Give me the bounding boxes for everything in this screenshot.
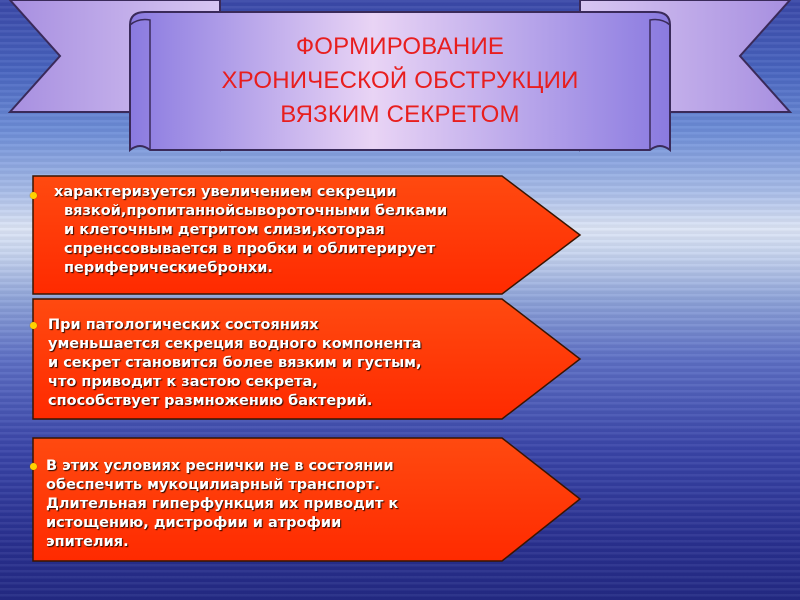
arrow-text-2 xyxy=(38,316,422,411)
arrow-1-line-1: характеризуется увеличением секреции xyxy=(54,184,397,200)
bullet-icon xyxy=(30,463,37,470)
arrow-2-line-2: уменьшается секреция водного компонента xyxy=(48,336,422,352)
arrow-3-line-5: эпителия. xyxy=(46,534,129,550)
arrow-text-1 xyxy=(38,183,447,278)
arrow-2-line-4: что приводит к застою секрета, xyxy=(48,374,318,390)
arrow-1-line-3: и клеточным детритом слизи,которая xyxy=(64,222,385,238)
arrow-1-line-2: вязкой,пропитаннойсывороточными белками xyxy=(64,203,448,219)
title-line-2: ХРОНИЧЕСКОЙ ОБСТРУКЦИИ xyxy=(221,67,579,94)
arrow-1-line-5: периферическиебронхи. xyxy=(64,260,273,276)
arrow-block-3 xyxy=(32,437,582,562)
page-title xyxy=(150,30,650,132)
arrow-1-line-4: спренссовывается в пробки и облитерирует xyxy=(64,241,436,257)
arrow-2-line-1: При патологических состояниях xyxy=(48,317,319,333)
arrow-2-line-3: и секрет становится более вязким и густым, xyxy=(48,355,422,371)
arrow-3-line-4: истощению, дистрофии и атрофии xyxy=(46,515,342,531)
arrow-2-line-5: способствует размножению бактерий. xyxy=(48,393,373,409)
bullet-icon xyxy=(30,192,37,199)
arrow-3-line-1: В этих условиях реснички не в состоянии xyxy=(46,458,394,474)
arrow-text-3 xyxy=(38,457,398,552)
arrow-3-line-3: Длительная гиперфункция их приводит к xyxy=(46,496,399,512)
arrow-block-2 xyxy=(32,298,582,420)
title-line-3: ВЯЗКИМ СЕКРЕТОМ xyxy=(280,101,520,128)
arrow-block-1 xyxy=(32,175,582,295)
title-line-1: ФОРМИРОВАНИЕ xyxy=(295,33,505,60)
bullet-icon xyxy=(30,322,37,329)
arrow-3-line-2: обеспечить мукоцилиарный транспорт. xyxy=(46,477,380,493)
